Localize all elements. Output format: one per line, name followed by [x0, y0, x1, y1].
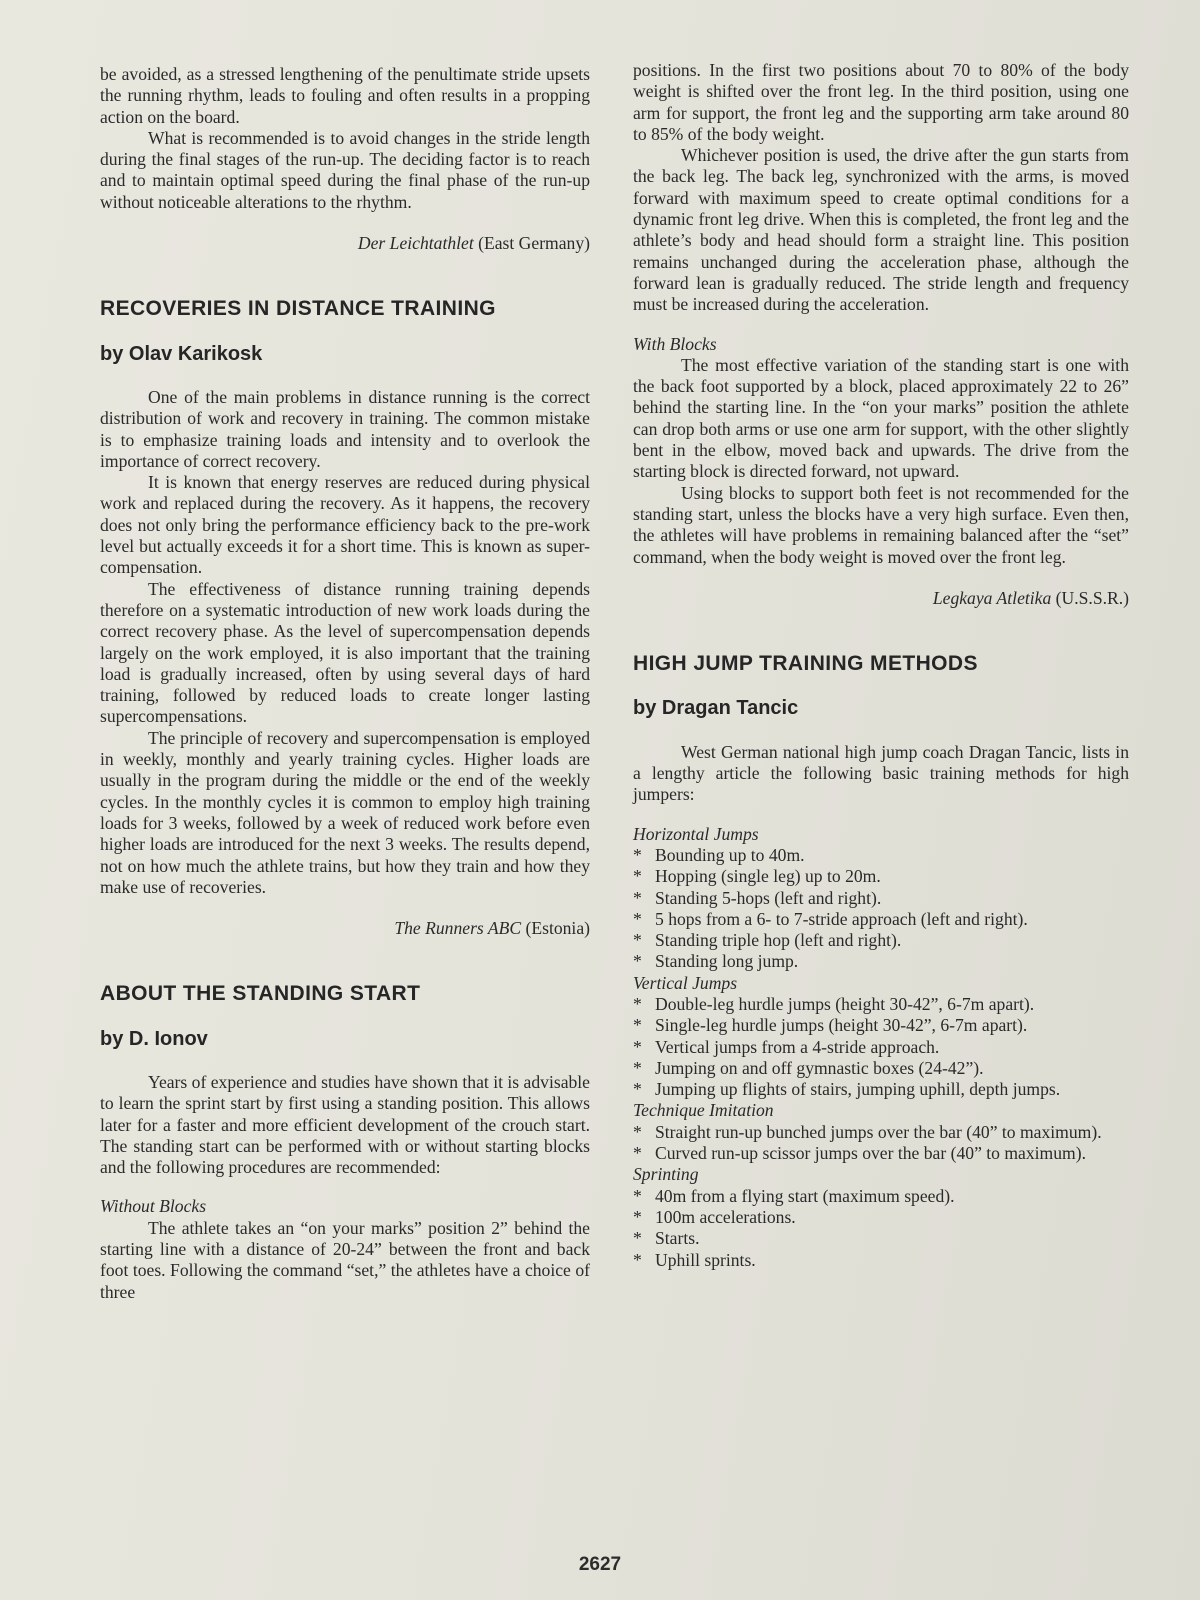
recoveries-paragraph-3: The effectiveness of distance running training depends therefore on a systematic introduction of new work loads during the correct recovery phase. As the level of supercompensation depends largely on the work employed, it is also important that the training load is gradually increased, often by using several days of hard training, followed by reduced loads to create longer lasting supercompensations.: [100, 578, 590, 727]
standing-start-paragraph-1: Years of experience and studies have shown that it is advisable to learn the sprint start by first using a standing position. This allows later for a faster and more efficient development of the crouch start. The standing start can be performed with or without starting blocks and the following procedures are recommended:: [100, 1071, 590, 1178]
list-item: * Bounding up to 40m.: [633, 845, 1129, 866]
recoveries-source-country: (Estonia): [525, 918, 590, 939]
left-column: [100, 64, 590, 1303]
without-blocks-paragraph: The athlete takes an “on your marks” position 2” behind the starting line with a distance of 20-24” between the front and back foot toes. Following the command “set,” the athletes have a choice of three: [100, 1217, 590, 1302]
list-item: * Vertical jumps from a 4-stride approach.: [633, 1037, 1129, 1058]
high-jump-intro: West German national high jump coach Dragan Tancic, lists in a lengthy article the following basic training methods for high jumpers:: [633, 741, 1129, 805]
sprinting-list: [633, 1186, 1129, 1271]
recoveries-source-publication: The Runners ABC: [394, 918, 522, 939]
recoveries-paragraph-4: The principle of recovery and supercompensation is employed in weekly, monthly and yearly training cycles. Higher loads are usually in the program during the middle or the end of the weekly cycles. In the monthly cycles it is common to employ high training loads for 3 weeks, followed by a week of reduced work before even higher loads are introduced for the next 3 weeks. The results depend, not on how much the athlete trains, but how they train and how they make use of recoveries.: [100, 727, 590, 897]
list-item: * Standing long jump.: [633, 951, 1129, 972]
sprinting-heading: Sprinting: [633, 1164, 699, 1185]
standing-start-source-publication: Legkaya Atletika: [932, 587, 1052, 608]
list-item: * 5 hops from a 6- to 7-stride approach (left and right).: [633, 909, 1129, 930]
recoveries-title: RECOVERIES IN DISTANCE TRAINING: [100, 297, 496, 321]
list-item: * Straight run-up bunched jumps over the bar (40” to maximum).: [633, 1122, 1129, 1143]
technique-imitation-heading: Technique Imitation: [633, 1100, 774, 1121]
without-blocks-heading: Without Blocks: [100, 1196, 207, 1217]
horizontal-jumps-list: [633, 845, 1129, 973]
list-item: * Standing triple hop (left and right).: [633, 930, 1129, 951]
list-item: * Curved run-up scissor jumps over the bar (40” to maximum).: [633, 1143, 1129, 1164]
list-item: * Starts.: [633, 1228, 1129, 1249]
with-blocks-paragraph-2: Using blocks to support both feet is not recommended for the standing start, unless the blocks have a very high surface. Even then, the athletes will have problems in remaining balanced after the “set” command, when the body weight is moved over the front leg.: [633, 482, 1129, 567]
right-column: [633, 60, 1129, 1271]
high-jump-byline: by Dragan Tancic: [633, 697, 799, 720]
list-item: * 40m from a flying start (maximum speed).: [633, 1186, 1129, 1207]
list-item: * Standing 5-hops (left and right).: [633, 888, 1129, 909]
intro-source-publication: Der Leichtathlet: [357, 233, 474, 254]
standing-start-source: [633, 588, 1129, 609]
list-item: * Double-leg hurdle jumps (height 30-42”, 6-7m apart).: [633, 994, 1129, 1015]
list-item: * Uphill sprints.: [633, 1250, 1129, 1271]
continued-paragraph-2: Whichever position is used, the drive after the gun starts from the back leg. The back leg, synchronized with the arms, is moved forward with maximum speed to create optimal conditions for a dynamic front leg drive. When this is completed, the front leg and the athlete’s body and head should form a straight line. This position remains unchanged during the acceleration phase, although the forward lean is gradually reduced. The stride length and frequency must be increased during the acceleration.: [633, 145, 1129, 315]
technique-imitation-list: [633, 1122, 1129, 1165]
with-blocks-paragraph-1: The most effective variation of the standing start is one with the back foot supported by a block, placed approximately 22 to 26” behind the starting line. In the “on your marks” position the athlete can drop both arms or use one arm for support, with the other slightly bent in the elbow, moved back and upwards. The drive from the starting block is directed forward, not upward.: [633, 354, 1129, 482]
standing-start-title: ABOUT THE STANDING START: [100, 982, 421, 1006]
high-jump-title: HIGH JUMP TRAINING METHODS: [633, 652, 978, 676]
intro-paragraph-1: be avoided, as a stressed lengthening of the penultimate stride upsets the running rhythm, leads to fouling and often results in a propping action on the board.: [100, 64, 590, 127]
list-item: * 100m accelerations.: [633, 1207, 1129, 1228]
recoveries-paragraph-2: It is known that energy reserves are reduced during physical work and replaced during the recovery. As it happens, the recovery does not only bring the performance efficiency back to the pre-work level but actually exceeds it for a short time. This is known as super-compensation.: [100, 472, 590, 578]
recoveries-source: [100, 918, 590, 939]
list-item: * Hopping (single leg) up to 20m.: [633, 866, 1129, 887]
recoveries-paragraph-1: One of the main problems in distance running is the correct distribution of work and recovery in training. The common mistake is to emphasize training loads and intensity and to overlook the importance of correct recovery.: [100, 386, 590, 471]
vertical-jumps-list: [633, 994, 1129, 1100]
continued-paragraph-1: positions. In the first two positions about 70 to 80% of the body weight is shifted over the front leg. In the third position, using one arm for support, the front leg and the supporting arm take around 80 to 85% of the body weight.: [633, 60, 1129, 144]
page-number: 2627: [578, 1554, 622, 1575]
list-item: * Jumping on and off gymnastic boxes (24-42”).: [633, 1058, 1129, 1079]
intro-source: [100, 233, 590, 254]
list-item: * Jumping up flights of stairs, jumping uphill, depth jumps.: [633, 1079, 1129, 1100]
intro-source-country: (East Germany): [478, 233, 590, 254]
list-item: * Single-leg hurdle jumps (height 30-42”, 6-7m apart).: [633, 1015, 1129, 1036]
vertical-jumps-heading: Vertical Jumps: [633, 972, 738, 993]
horizontal-jumps-heading: Horizontal Jumps: [633, 823, 759, 844]
standing-start-byline: by D. Ionov: [100, 1027, 208, 1050]
intro-paragraph-2: What is recommended is to avoid changes in the stride length during the final stages of the run-up. The deciding factor is to reach and to maintain optimal speed during the final phase of the run-up without noticeable alterations to the rhythm.: [100, 127, 590, 212]
recoveries-byline: by Olav Karikosk: [100, 342, 263, 365]
standing-start-source-country: (U.S.S.R.): [1055, 587, 1129, 608]
with-blocks-heading: With Blocks: [633, 333, 717, 354]
